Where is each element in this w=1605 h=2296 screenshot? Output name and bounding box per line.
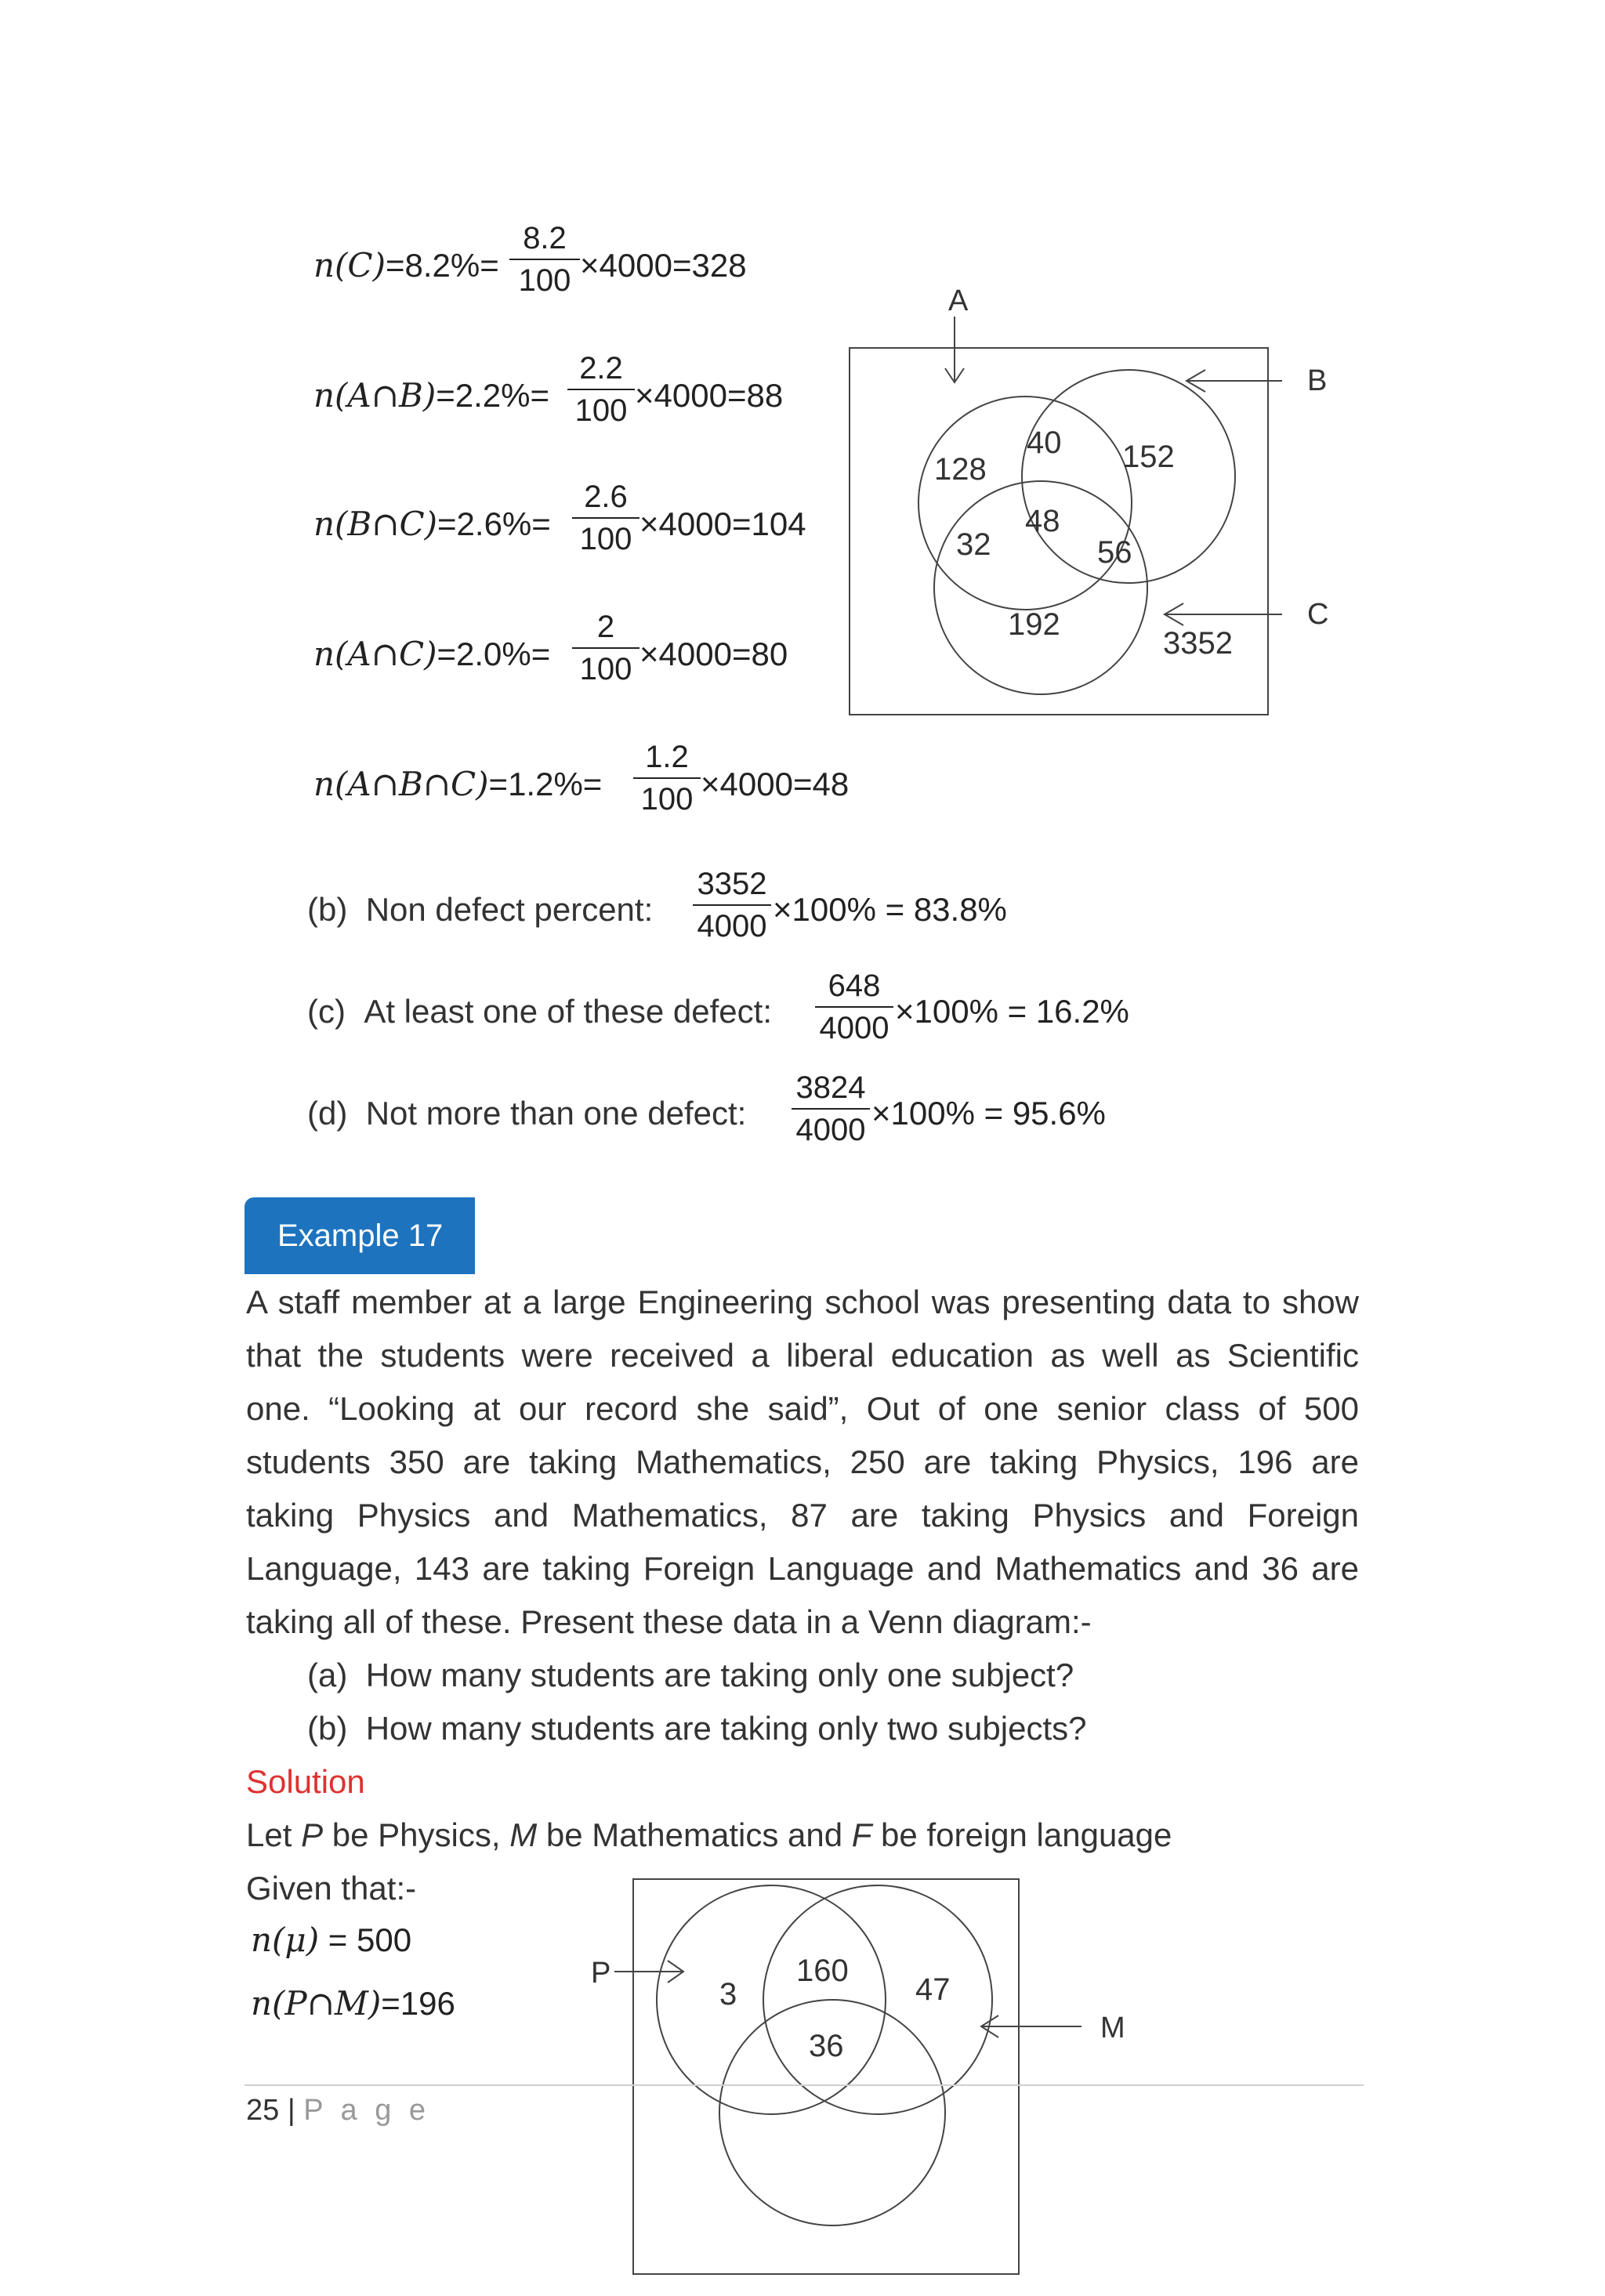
eq-lhs: n(C)	[313, 246, 386, 284]
frac-den: 100	[579, 522, 632, 556]
eq-lhs: n(A∩C)	[313, 635, 437, 673]
answer-label: (d)	[307, 1095, 348, 1132]
region-b-only: 152	[1122, 440, 1175, 474]
question-a	[307, 1659, 1074, 1692]
answer-text: At least one of these defect:	[364, 993, 773, 1030]
region-a-only: 128	[934, 452, 987, 487]
paragraph-line: students 350 are taking Mathematics, 250 are taking Physics, 196 are	[246, 1443, 1359, 1480]
page-word: P a g e	[303, 2094, 431, 2127]
paragraph-last-line: taking all of these. Present these data in a Venn diagram:-	[246, 1603, 1092, 1640]
page-footer	[246, 2095, 430, 2125]
venn-diagram-abc	[839, 282, 1329, 721]
label-b: B	[1307, 364, 1328, 397]
question-b	[307, 1712, 1086, 1745]
example-badge: Example 17	[245, 1197, 475, 1274]
frac-den: 100	[574, 393, 628, 428]
question-text: How many students are taking only two subjects?	[365, 1710, 1087, 1747]
frac-den: 4000	[819, 1011, 889, 1045]
frac-num: 2	[596, 610, 615, 644]
eq-rhs: = 500	[319, 1921, 412, 1958]
answer-text: Non defect percent:	[365, 891, 654, 928]
eq-result: ×4000=328	[580, 247, 747, 284]
answer-fraction	[693, 868, 771, 942]
eq-lhs: n(μ)	[251, 1921, 320, 1959]
question-label: (b)	[307, 1710, 348, 1747]
frac-den: 100	[518, 263, 571, 298]
answer-label: (b)	[307, 891, 348, 928]
venn-diagram-pmf	[580, 1865, 1144, 2280]
frac-num: 3352	[697, 867, 767, 901]
eq-lhs: n(P∩M)	[251, 1984, 382, 2023]
given-n-p-and-m	[251, 1984, 455, 2023]
region-pm-only: 160	[796, 1954, 849, 1988]
eq-result: ×4000=104	[639, 505, 806, 542]
region-m-only: 47	[915, 1972, 951, 2007]
eq-result: ×4000=80	[639, 636, 788, 672]
eq-lhs: n(A∩B∩C)	[313, 765, 489, 803]
frac-den: 4000	[795, 1113, 866, 1147]
region-all: 36	[809, 2029, 844, 2063]
eq-result: ×4000=48	[701, 766, 850, 802]
eq-result: ×4000=88	[635, 377, 784, 414]
paragraph-line: A staff member at a large Engineering school was presenting data to show	[246, 1284, 1359, 1320]
answer-fraction	[815, 970, 893, 1044]
answer-result: ×100% = 95.6%	[871, 1095, 1106, 1132]
label-a: A	[948, 284, 969, 317]
eq-pct: =8.2%=	[385, 247, 499, 284]
frac-num: 1.2	[645, 740, 689, 774]
eq-pct: =2.2%=	[436, 377, 550, 414]
frac-den: 100	[640, 782, 694, 817]
region-abc: 48	[1025, 504, 1060, 538]
page-number: 25	[246, 2094, 280, 2127]
label-p: P	[591, 1957, 611, 1990]
eq-pct: =1.2%=	[488, 766, 603, 802]
eq-pct: =2.6%=	[437, 505, 551, 542]
paragraph-line: one. “Looking at our record she said”, Out of one senior class of 500	[246, 1390, 1359, 1427]
region-ab-only: 40	[1027, 426, 1062, 460]
eq-fraction	[509, 223, 580, 296]
region-outside: 3352	[1163, 626, 1233, 661]
eq-fraction	[572, 611, 639, 685]
answer-text: Not more than one defect:	[365, 1095, 747, 1132]
region-ac-only: 32	[956, 527, 991, 562]
answer-fraction	[792, 1072, 870, 1146]
answer-result: ×100% = 16.2%	[895, 993, 1129, 1030]
answer-result: ×100% = 83.8%	[773, 891, 1007, 928]
region-p-only: 3	[719, 1977, 737, 2012]
eq-lhs: n(B∩C)	[313, 505, 438, 543]
frac-num: 3824	[795, 1070, 866, 1105]
circle-p	[657, 1885, 886, 2114]
label-m: M	[1100, 2012, 1125, 2044]
question-text: How many students are taking only one subject?	[365, 1657, 1074, 1693]
paragraph-line: taking Physics and Mathematics, 87 are taking Physics and Foreign	[246, 1497, 1359, 1534]
universe-box	[633, 1879, 1019, 2274]
footer-rule	[245, 2084, 1364, 2086]
frac-num: 2.6	[584, 480, 628, 514]
eq-lhs: n(A∩B)	[313, 376, 437, 415]
page-separator: |	[279, 2094, 304, 2127]
frac-num: 648	[828, 969, 881, 1003]
frac-num: 8.2	[523, 221, 567, 255]
var-m: M	[509, 1816, 538, 1853]
given-n-universe	[251, 1921, 412, 1959]
let-statement: Let P be Physics, M be Mathematics and F be foreign language	[246, 1816, 1172, 1853]
eq-fraction	[633, 741, 701, 815]
answer-label: (c)	[307, 993, 346, 1030]
paragraph-line: that the students were received a liberal education as well as Scientific	[246, 1337, 1359, 1374]
label-c: C	[1307, 598, 1329, 631]
circle-m	[763, 1885, 992, 2114]
var-p: P	[301, 1816, 324, 1853]
eq-pct: =2.0%=	[437, 636, 551, 672]
question-label: (a)	[307, 1657, 348, 1693]
solution-heading: Solution	[246, 1763, 365, 1800]
given-heading: Given that:-	[246, 1870, 417, 1907]
eq-fraction	[567, 353, 635, 426]
eq-fraction	[572, 481, 639, 555]
eq-rhs: =196	[381, 1985, 455, 2022]
frac-den: 4000	[697, 909, 767, 943]
paragraph-line: Language, 143 are taking Foreign Language and Mathematics and 36 are	[246, 1550, 1359, 1587]
region-bc-only: 56	[1097, 535, 1132, 570]
frac-den: 100	[579, 652, 632, 686]
region-c-only: 192	[1008, 607, 1060, 642]
var-f: F	[851, 1816, 872, 1853]
frac-num: 2.2	[579, 351, 623, 386]
